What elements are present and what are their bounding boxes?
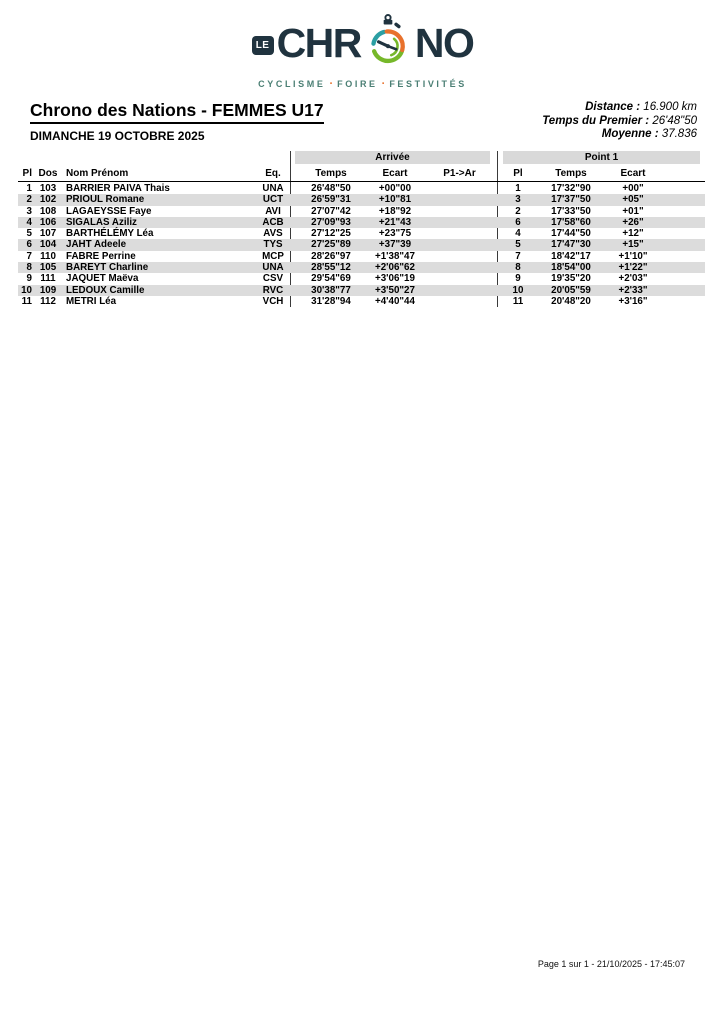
table-row	[18, 262, 705, 273]
cell-eq: MCP	[262, 250, 284, 262]
tagline-dot-icon: ·	[329, 78, 334, 90]
table-row	[18, 217, 705, 228]
logo-wordmark	[252, 12, 474, 74]
cell-a_temps: 27'25"89	[311, 239, 351, 251]
cell-p_ecart: +26"	[622, 216, 644, 228]
col-header-pl: Pl	[22, 168, 32, 179]
cell-p_temps: 18'42"17	[551, 250, 591, 262]
cell-p_pl: 5	[515, 239, 521, 251]
cell-pl: 6	[26, 239, 32, 251]
cell-p_ecart: +3'16"	[618, 295, 648, 307]
cell-nom: JAHT Adeele	[66, 239, 127, 251]
cell-p_ecart: +01"	[622, 205, 644, 217]
cell-dos: 106	[39, 216, 57, 228]
cell-pl: 8	[26, 262, 32, 274]
cell-a_temps: 26'59"31	[311, 194, 351, 206]
cell-a_ecart: +4'40"44	[375, 295, 415, 307]
cell-eq: CSV	[262, 273, 284, 285]
cell-a_ecart: +37"39	[378, 239, 412, 251]
col-header-eq: Eq.	[265, 168, 281, 179]
table-row	[18, 228, 705, 239]
cell-p_pl: 3	[515, 194, 521, 206]
logo-text-right: NO	[414, 19, 474, 66]
cell-p_pl: 8	[515, 262, 521, 274]
cell-p_temps: 20'48"20	[551, 295, 591, 307]
tagline-word: FESTIVITÉS	[389, 79, 467, 89]
cell-pl: 10	[21, 284, 32, 296]
cell-p_temps: 19'35"20	[551, 273, 591, 285]
info-temps-premier	[542, 115, 697, 129]
cell-nom: LEDOUX Camille	[66, 284, 145, 296]
cell-nom: PRIOUL Romane	[66, 194, 145, 206]
col-header-dos: Dos	[38, 168, 58, 179]
cell-p_temps: 17'47"30	[551, 239, 591, 251]
cell-p_temps: 17'32"90	[551, 183, 591, 194]
col-header-p1ar: P1->Ar	[443, 168, 476, 179]
info-distance	[542, 101, 697, 115]
cell-p_pl: 10	[512, 284, 524, 296]
cell-eq: AVI	[265, 205, 281, 217]
cell-nom: LAGAEYSSE Faye	[66, 205, 152, 217]
table-row	[18, 239, 705, 250]
header-rule	[18, 181, 705, 182]
cell-dos: 105	[39, 262, 57, 274]
cell-p_ecart: +2'33"	[618, 284, 648, 296]
cell-dos: 108	[39, 205, 57, 217]
logo-le-badge: LE	[252, 36, 274, 55]
cell-eq: TYS	[263, 239, 283, 251]
cell-eq: UNA	[262, 183, 284, 194]
event-date: DIMANCHE 19 OCTOBRE 2025	[30, 129, 205, 143]
logo-tagline	[258, 78, 467, 90]
cell-dos: 111	[40, 273, 56, 285]
col-header-a_temps: Temps	[315, 168, 347, 179]
col-header-nom: Nom Prénom	[66, 168, 129, 179]
cell-a_temps: 26'48"50	[311, 183, 351, 194]
cell-nom: METRI Léa	[66, 295, 117, 307]
cell-a_temps: 28'26"97	[311, 250, 351, 262]
column-header-row	[18, 164, 705, 181]
col-header-p_temps: Temps	[555, 168, 587, 179]
cell-dos: 103	[39, 183, 57, 194]
cell-p_ecart: +12"	[622, 228, 644, 240]
cell-a_ecart: +21"43	[378, 216, 412, 228]
cell-eq: AVS	[263, 228, 283, 240]
chrono-logo	[0, 12, 725, 90]
cell-p_ecart: +1'22"	[618, 262, 648, 274]
cell-nom: BARTHÉLÉMY Léa	[66, 228, 154, 240]
cell-a_ecart: +3'50"27	[375, 284, 415, 296]
cell-nom: BAREYT Charline	[66, 262, 149, 274]
cell-eq: RVC	[262, 284, 284, 296]
info-moyenne	[542, 128, 697, 142]
cell-a_temps: 29'54"69	[311, 273, 351, 285]
cell-p_ecart: +00"	[622, 183, 644, 194]
cell-dos: 112	[40, 295, 56, 307]
cell-a_ecart: +2'06"62	[375, 262, 415, 274]
cell-eq: ACB	[262, 216, 284, 228]
cell-eq: UNA	[262, 262, 284, 274]
col-header-p_pl: Pl	[513, 168, 523, 179]
page-title: Chrono des Nations - FEMMES U17	[30, 100, 324, 124]
cell-a_ecart: +10"81	[378, 194, 412, 206]
cell-p_pl: 6	[515, 216, 521, 228]
cell-pl: 5	[26, 228, 32, 240]
col-header-a_ecart: Ecart	[382, 168, 408, 179]
cell-p_temps: 17'58"60	[551, 216, 591, 228]
cell-dos: 102	[39, 194, 57, 206]
table-row	[18, 251, 705, 262]
info-label: Temps du Premier :	[542, 114, 650, 127]
cell-p_pl: 1	[515, 183, 521, 194]
cell-p_temps: 17'44"50	[551, 228, 591, 240]
cell-nom: SIGALAS Aziliz	[66, 216, 137, 228]
cell-p_temps: 18'54"00	[551, 262, 591, 274]
cell-p_pl: 9	[515, 273, 521, 285]
table-row	[18, 206, 705, 217]
cell-pl: 3	[26, 205, 32, 217]
cell-a_temps: 30'38"77	[311, 284, 351, 296]
info-value: 16.900 km	[643, 101, 697, 113]
results-body	[18, 183, 705, 307]
info-value: 26'48"50	[652, 114, 697, 127]
cell-eq: UCT	[262, 194, 284, 206]
cell-dos: 110	[40, 250, 56, 262]
title-block	[30, 100, 324, 143]
cell-nom: BARRIER PAIVA Thais	[66, 183, 170, 194]
col-header-p_ecart: Ecart	[620, 168, 646, 179]
race-info-block	[542, 101, 697, 142]
table-row	[18, 296, 705, 307]
cell-pl: 4	[26, 216, 32, 228]
stopwatch-icon	[362, 10, 414, 72]
cell-dos: 104	[39, 239, 57, 251]
cell-p_pl: 4	[515, 228, 521, 240]
info-label: Distance :	[585, 101, 641, 113]
cell-p_temps: 17'33"50	[551, 205, 591, 217]
logo-text-left: CHR	[276, 19, 361, 66]
cell-a_temps: 27'07"42	[311, 205, 351, 217]
cell-a_ecart: +00"00	[378, 183, 412, 194]
table-row	[18, 273, 705, 284]
cell-p_temps: 17'37"50	[551, 194, 591, 206]
cell-a_ecart: +18"92	[378, 205, 412, 217]
page-footer: Page 1 sur 1 - 21/10/2025 - 17:45:07	[537, 959, 685, 969]
cell-a_temps: 28'55"12	[311, 262, 351, 274]
cell-p_temps: 20'05"59	[551, 284, 591, 296]
cell-nom: FABRE Perrine	[66, 250, 136, 262]
cell-dos: 109	[39, 284, 57, 296]
cell-p_ecart: +15"	[622, 239, 644, 251]
table-row	[18, 285, 705, 296]
cell-pl: 2	[26, 194, 32, 206]
cell-pl: 1	[26, 183, 32, 194]
cell-a_ecart: +3'06"19	[375, 273, 415, 285]
cell-pl: 11	[21, 295, 32, 307]
cell-eq: VCH	[262, 295, 284, 307]
tagline-word: FOIRE	[337, 79, 378, 89]
cell-a_ecart: +1'38"47	[375, 250, 415, 262]
cell-p_pl: 2	[515, 205, 521, 217]
table-row	[18, 194, 705, 205]
cell-nom: JAQUET Maëva	[66, 273, 139, 285]
cell-p_pl: 7	[515, 250, 521, 262]
info-value: 37.836	[661, 128, 697, 140]
cell-a_temps: 27'12"25	[311, 228, 351, 240]
tagline-word: CYCLISME	[258, 79, 326, 89]
info-label: Moyenne :	[601, 128, 659, 140]
table-row	[18, 183, 705, 194]
cell-pl: 9	[26, 273, 32, 285]
cell-a_temps: 27'09"93	[311, 216, 351, 228]
group-header-arrivee: Arrivée	[295, 151, 490, 164]
cell-a_ecart: +23"75	[378, 228, 412, 240]
tagline-dot-icon: ·	[381, 78, 386, 90]
cell-p_ecart: +1'10"	[618, 250, 648, 262]
cell-a_temps: 31'28"94	[311, 295, 351, 307]
cell-p_pl: 11	[512, 295, 524, 307]
cell-pl: 7	[26, 250, 32, 262]
cell-p_ecart: +05"	[622, 194, 644, 206]
group-header-point1: Point 1	[503, 151, 700, 164]
cell-dos: 107	[39, 228, 57, 240]
cell-p_ecart: +2'03"	[618, 273, 648, 285]
